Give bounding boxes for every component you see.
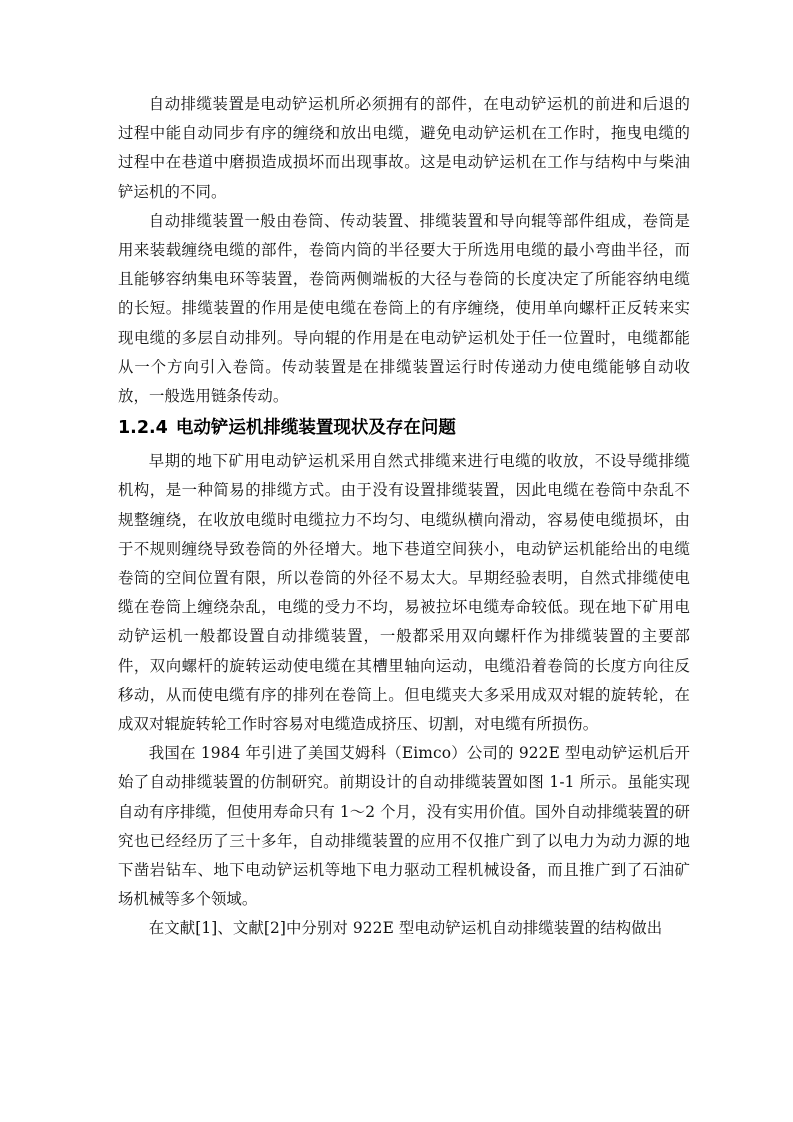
section-number: 1.2.4 xyxy=(118,418,168,439)
section-heading xyxy=(118,413,690,443)
paragraph-auto-cable-device-components: 自动排缆装置一般由卷筒、传动装置、排缆装置和导向辊等部件组成，卷筒是用来装载缠绕电缆的部件，卷筒内筒的半径要大于所选用电缆的最小弯曲半径，而且能够容纳集电环等装置，卷筒两侧端板的大径与卷筒的长度决定了所能容纳电缆的长短。排缆装置的作用是使电缆在卷筒上的有序缠绕，使用单向螺杆正反转来实现电缆的多层自动排列。导向辊的作用是在电动铲运机处于任一位置时，电缆都能从一个方向引入卷筒。传动装置是在排缆装置运行时传递动力使电缆能够自动收放，一般选用链条传动。 xyxy=(118,211,690,406)
paragraph-early-natural-cable-arrangement: 早期的地下矿用电动铲运机采用自然式排缆来进行电缆的收放，不设导缆排缆机构，是一种简易的排缆方式。由于没有设置排缆装置，因此电缆在卷筒中杂乱不规整缠绕，在收放电缆时电缆拉力不均匀、电缆纵横向滑动，容易使电缆损坏，由于不规则缠绕导致卷筒的外径增大。地下巷道空间狭小，电动铲运机能给出的电缆卷筒的空间位置有限，所以卷筒的外径不易太大。早期经验表明，自然式排缆使电缆在卷筒上缠绕杂乱，电缆的受力不均，易被拉坏电缆寿命较低。现在地下矿用电动铲运机一般都设置自动排缆装置，一般都采用双向螺杆作为排缆装置的主要部件，双向螺杆的旋转运动使电缆在其槽里轴向运动，电缆沿着卷筒的长度方向往反移动，从而使电缆有序的排列在卷筒上。但电缆夹大多采用成双对辊的旋转轮，在成双对辊旋转轮工作时容易对电缆造成挤压、切割，对电缆有所损伤。 xyxy=(118,452,690,734)
paragraph-domestic-research-history: 我国在 1984 年引进了美国艾姆科（Eimco）公司的 922E 型电动铲运机后开始了自动排缆装置的仿制研究。前期设计的自动排缆装置如图 1-1 所示。虽能实现自动有序排缆，但使用寿命只有 1～2 个月，没有实用价值。国外自动排缆装置的研究也已经经历了三十多年，自动排缆装置的应用不仅推广到了以电力为动力源的地下凿岩钻车、地下电动铲运机等地下电力驱动工程机械设备，而且推广到了石油矿场机械等多个领域。 xyxy=(118,744,690,909)
paragraph-auto-cable-device-role: 自动排缆装置是电动铲运机所必须拥有的部件，在电动铲运机的前进和后退的过程中能自动同步有序的缠绕和放出电缆，避免电动铲运机在工作时，拖曳电缆的过程中在巷道中磨损造成损坏而出现事故。这是电动铲运机在工作与结构中与柴油铲运机的不同。 xyxy=(118,95,690,201)
document-page xyxy=(118,90,690,944)
paragraph-literature-review: 在文献[1]、文献[2]中分别对 922E 型电动铲运机自动排缆装置的结构做出 xyxy=(148,919,663,938)
section-title: 电动铲运机排缆装置现状及存在问题 xyxy=(175,418,456,439)
